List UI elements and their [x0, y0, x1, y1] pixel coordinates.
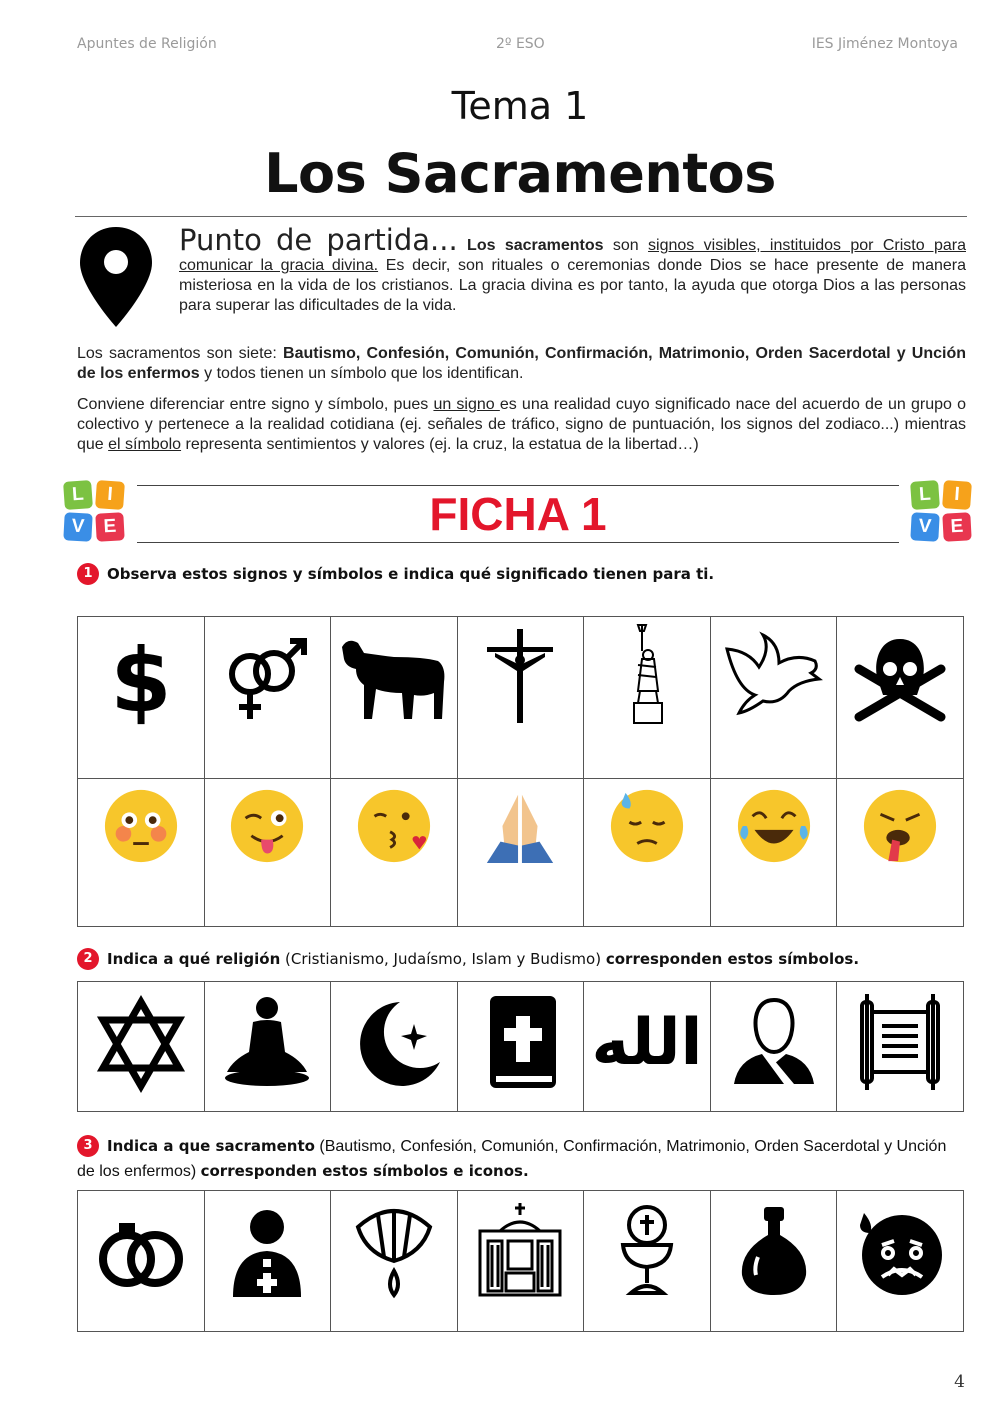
grid-cell[interactable] [710, 982, 837, 1112]
grid-cell[interactable] [204, 1191, 331, 1332]
grid-cell[interactable] [710, 1191, 837, 1332]
question-1-text: Observa estos signos y símbolos e indica qué significado tienen para ti. [107, 565, 715, 583]
drooling-emoji-icon [861, 787, 939, 865]
live-letter: V [63, 512, 92, 541]
svg-text:الله: الله [592, 1006, 703, 1080]
p2-text2: y todos tienen un símbolo que los identifican. [199, 365, 524, 382]
q3-plain: (Bautismo, Confesión, Comunión, Confirmación, Matrimonio, Orden Sacerdotal y Unción de los enfermos) [77, 1138, 947, 1180]
live-logo-left [64, 481, 126, 543]
grid-cell[interactable] [457, 779, 584, 927]
oil-vial-icon [724, 1201, 824, 1301]
crescent-star-icon [344, 994, 444, 1094]
meditation-icon [217, 992, 317, 1092]
p3-text1: Conviene diferenciar entre signo y símbolo, pues [77, 396, 434, 413]
grid-cell[interactable] [331, 617, 458, 779]
question-number: 2 [77, 948, 99, 970]
question-2 [77, 948, 859, 970]
p2-text1: Los sacramentos son siete: [77, 345, 284, 362]
priest-icon [217, 1203, 317, 1303]
statue-of-liberty-icon [592, 621, 702, 731]
grid-cell[interactable] [78, 982, 205, 1112]
grid-cell[interactable] [584, 1191, 711, 1332]
grid-cell[interactable] [457, 617, 584, 779]
intro-definition: signos visibles, instituidos por Cristo para comunicar la gracia divina. [179, 237, 966, 274]
star-of-david-icon [91, 994, 191, 1094]
kiss-emoji-icon [355, 787, 433, 865]
gender-icon [212, 629, 322, 729]
grid-cell[interactable] [331, 779, 458, 927]
header-center: 2º ESO [496, 36, 545, 52]
q2-plain: (Cristianismo, Judaísmo, Islam y Budismo) [280, 950, 606, 968]
grid-cell[interactable] [78, 779, 205, 927]
live-letter: I [95, 480, 125, 510]
header-right: IES Jiménez Montoya [811, 36, 958, 52]
grid-cell[interactable] [204, 779, 331, 927]
header-left: Apuntes de Religión [77, 36, 217, 52]
symbols-grid-1 [77, 616, 964, 927]
sacraments-paragraph [77, 344, 966, 384]
question-number: 1 [77, 563, 99, 585]
crucifix-icon [465, 625, 575, 725]
flushed-emoji-icon [102, 787, 180, 865]
intro-bold: Los sacramentos [467, 237, 604, 254]
p2-sacraments-list: Bautismo, Confesión, Comunión, Confirmación, Matrimonio, Orden Sacerdotal y Unción de los enfermos [77, 345, 966, 382]
bull-icon [334, 627, 454, 727]
p3-text3: representa sentimientos y valores (ej. la cruz, la estatua de la libertad…) [181, 436, 699, 453]
intro-text1: son [603, 237, 649, 254]
chalice-host-icon [597, 1201, 697, 1301]
q3-bold2: corresponden estos símbolos e iconos. [200, 1162, 529, 1180]
q2-bold1: Indica a qué religión [107, 950, 281, 968]
intro-heading: Punto de partida... [179, 223, 458, 257]
q2-bold2: corresponden estos símbolos. [605, 950, 860, 968]
page-title: Los Sacramentos [264, 142, 776, 205]
ficha-title: FICHA 1 [137, 485, 899, 543]
question-3 [77, 1134, 966, 1184]
wink-tongue-emoji-icon [228, 787, 306, 865]
map-pin-icon [78, 225, 154, 329]
grid-cell[interactable] [204, 617, 331, 779]
sign-symbol-paragraph [77, 395, 966, 455]
p3-symbol: el símbolo [108, 436, 182, 453]
grid-cell[interactable] [584, 779, 711, 927]
live-letter: E [942, 512, 971, 541]
grid-cell[interactable] [457, 1191, 584, 1332]
monk-icon [724, 992, 824, 1092]
grid-cell[interactable] [78, 1191, 205, 1332]
svg-text:$: $ [110, 629, 172, 729]
live-letter: E [95, 512, 124, 541]
torah-scroll-icon [850, 992, 950, 1092]
altar-icon [470, 1201, 570, 1301]
grid-cell[interactable] [331, 1191, 458, 1332]
q3-bold1: Indica a que sacramento [107, 1137, 315, 1155]
grid-cell[interactable] [837, 1191, 964, 1332]
bible-icon [470, 992, 570, 1092]
dollar-icon [86, 629, 196, 729]
intro-text2: Es decir, son rituales o ceremonias donde Dios se hace presente de manera misteriosa en la vida de los cristianos. La gracia divina es por tanto, la ayuda que otorga Dios a las personas para superar las dificultades de la vida. [179, 257, 966, 314]
sweat-emoji-icon [608, 787, 686, 865]
symbols-grid-2 [77, 981, 964, 1112]
live-letter: L [63, 480, 93, 510]
question-number: 3 [77, 1135, 99, 1157]
page-number: 4 [954, 1372, 965, 1392]
title-divider [75, 216, 967, 217]
wedding-rings-icon [91, 1205, 191, 1305]
grid-cell[interactable] [584, 617, 711, 779]
intro-paragraph [179, 223, 966, 316]
shell-water-icon [344, 1201, 444, 1301]
praying-hands-icon [481, 787, 559, 865]
symbols-grid-3 [77, 1190, 964, 1332]
grid-cell[interactable] [331, 982, 458, 1112]
p3-text2: es una realidad cuyo significado nace del acuerdo de un grupo o colectivo y pertenece a la realidad cotidiana (ej. señales de tráfico, signo de puntuación, los signos del zodiaco...) mientras que [77, 396, 966, 453]
topic-title: Tema 1 [451, 84, 589, 128]
grid-cell[interactable] [710, 779, 837, 927]
live-letter: L [910, 480, 940, 510]
crying-face-icon [850, 1201, 950, 1301]
live-letter: V [910, 512, 939, 541]
grid-cell[interactable] [837, 982, 964, 1112]
skull-crossbones-icon [845, 629, 955, 729]
grid-cell[interactable] [78, 617, 205, 779]
grid-cell[interactable] [710, 617, 837, 779]
live-letter: I [942, 480, 972, 510]
allah-calligraphy-icon [592, 992, 702, 1092]
dove-icon [719, 629, 829, 729]
grid-cell[interactable] [204, 982, 331, 1112]
grid-cell[interactable] [837, 779, 964, 927]
p3-sign: un signo [433, 396, 500, 413]
grid-cell[interactable] [457, 982, 584, 1112]
question-1 [77, 563, 714, 585]
laughing-tears-emoji-icon [735, 787, 813, 865]
grid-cell[interactable] [584, 982, 711, 1112]
grid-cell[interactable] [837, 617, 964, 779]
live-logo-right [911, 481, 973, 543]
